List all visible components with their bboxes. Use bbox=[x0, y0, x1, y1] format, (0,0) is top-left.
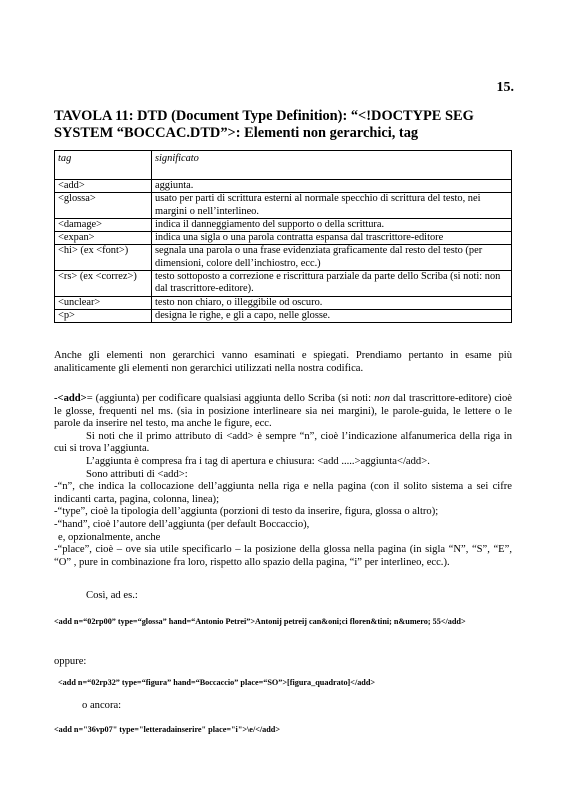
intro-paragraph: Anche gli elementi non gerarchici vanno esaminati e spiegati. Prendiamo pertanto in esame più analiticamente gli elementi non gerarchici utilizzati nella nostra codifica. bbox=[54, 350, 512, 374]
attribute-hand: -“hand”, cioè l’autore dell’aggiunta (per default Boccaccio), bbox=[54, 518, 310, 530]
note-first-attribute: Si noti che il primo attributo di <add> è sempre “n”, cioè l’indicazione alfanumerica della riga in cui si trova l’aggiunta. bbox=[54, 430, 512, 455]
tag-cell: <expan> bbox=[55, 232, 152, 245]
add-text-b: dal trascrittore-editore) cioè le glosse, frequenti nel ms. (sia in posizione interlineare sia nei margini), le parole-guida, le lettere o le parole da inserire nel testo, ma anche le figure, ecc. bbox=[54, 393, 512, 430]
example-code-3: <add n="36vp07" type="letteradainserire" place="i">\e/</add> bbox=[54, 725, 281, 734]
tag-table bbox=[54, 150, 512, 323]
attribute-type: -“type”, cioè la tipologia dell’aggiunta (porzioni di testo da inserire, figura, glossa o altro); bbox=[54, 506, 439, 518]
tag-cell: <damage> bbox=[55, 218, 152, 231]
tag-cell: <glossa> bbox=[55, 193, 152, 219]
table-row bbox=[55, 309, 512, 322]
add-definition bbox=[54, 393, 512, 431]
o-ancora-label: o ancora: bbox=[82, 700, 122, 711]
attribute-n: -“n”, che indica la collocazione dell’aggiunta nella riga e nella pagina (con il solito sistema a sei cifre indicanti carta, pagina, colonna, linea); bbox=[54, 481, 512, 505]
table-row bbox=[55, 271, 512, 297]
add-text-non: non bbox=[374, 393, 390, 404]
meaning-cell: designa le righe, e gli a capo, nelle glosse. bbox=[152, 309, 512, 322]
add-tag-label: -<add> bbox=[54, 393, 87, 404]
table-header-row bbox=[55, 151, 512, 180]
column-header-meaning: significato bbox=[152, 151, 512, 180]
attribute-place: -“place”, cioè – ove sia utile specificarlo – la posizione della glossa nella pagina (in sigla “N”, “S”, “E”, “O” , pure in combinazione fra loro, rispetto allo spazio della pagina, “i” per interlineo, ecc.). bbox=[54, 544, 512, 568]
example-code-2: <add n=“02rp32” type=“figura” hand=“Boccaccio” place=“SO”>[figura_quadrato]</add> bbox=[58, 678, 376, 687]
tag-cell: <rs> (ex <correz>) bbox=[55, 271, 152, 297]
cosi-label: Così, ad es.: bbox=[86, 590, 138, 601]
meaning-cell: segnala una parola o una frase evidenziata graficamente dal resto del testo (per dimensioni, colore dell’inchiostro, ecc.) bbox=[152, 245, 512, 271]
meaning-cell: usato per parti di scrittura esterni al normale specchio di scrittura del testo, nei margini o nell’interlineo. bbox=[152, 193, 512, 219]
column-header-tag: tag bbox=[55, 151, 152, 180]
table-row bbox=[55, 245, 512, 271]
meaning-cell: testo sottoposto a correzione e riscrittura parziale da parte dello Scriba (si noti: non dal trascrittore-editore). bbox=[152, 271, 512, 297]
tag-cell: <add> bbox=[55, 180, 152, 193]
page-number: 15. bbox=[496, 80, 514, 95]
table-row bbox=[55, 218, 512, 231]
tag-cell: <p> bbox=[55, 309, 152, 322]
table-row bbox=[55, 232, 512, 245]
table-row bbox=[55, 296, 512, 309]
add-enclosure-note: L’aggiunta è compresa fra i tag di apertura e chiusura: <add .....>aggiunta</add>. bbox=[86, 455, 430, 467]
add-description bbox=[54, 393, 512, 569]
add-text-a: = (aggiunta) per codificare qualsiasi aggiunta dello Scriba (si noti: bbox=[86, 393, 375, 404]
example-code-1: <add n=“02rp00” type=“glossa” hand=“Antonio Petrei”>Antonij petreij can&oni;ci floren&tini; n&umero; 55</add> bbox=[54, 617, 466, 626]
tag-cell: <hi> (ex <font>) bbox=[55, 245, 152, 271]
meaning-cell: testo non chiaro, o illeggibile od oscuro. bbox=[152, 296, 512, 309]
meaning-cell: indica una sigla o una parola contratta espansa dal trascrittore-editore bbox=[152, 232, 512, 245]
table-row bbox=[55, 180, 512, 193]
meaning-cell: aggiunta. bbox=[152, 180, 512, 193]
table-row bbox=[55, 193, 512, 219]
oppure-label: oppure: bbox=[54, 656, 87, 667]
tag-cell: <unclear> bbox=[55, 296, 152, 309]
attribute-optional-note: e, opzionalmente, anche bbox=[58, 531, 161, 543]
meaning-cell: indica il danneggiamento del supporto o della scrittura. bbox=[152, 218, 512, 231]
attributes-intro: Sono attributi di <add>: bbox=[86, 468, 188, 480]
page-title: TAVOLA 11: DTD (Document Type Definition): “<!DOCTYPE SEG SYSTEM “BOCCAC.DTD”>: Elementi non gerarchici, tag bbox=[54, 108, 474, 141]
